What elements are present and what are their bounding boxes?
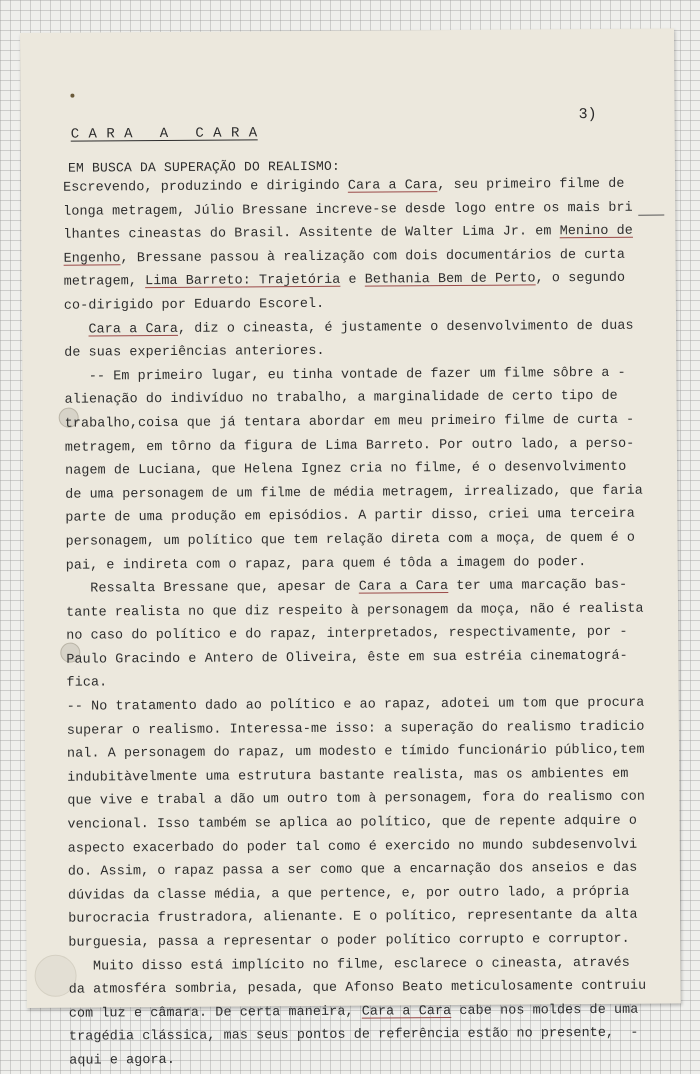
underlined-title-text: Cara a Cara bbox=[347, 178, 438, 194]
line-text: aqui e agora. bbox=[69, 1052, 175, 1069]
line-text: Paulo Gracindo e Antero de Oliveira, êste em sua estréia cinematográ- bbox=[66, 648, 628, 668]
line-text: no caso do político e do rapaz, interpretados, respectivamente, por - bbox=[66, 625, 628, 644]
text-line bbox=[64, 314, 654, 342]
line-text: nal. A personagem do rapaz, um modesto e tímido funcionário público,tem bbox=[66, 742, 645, 762]
line-text: , diz o cineasta, é justamente o desenvolvimento de duas bbox=[177, 318, 634, 337]
line-text: co-dirigido por Eduardo Escorel. bbox=[63, 296, 325, 314]
line-text: burocracia frustradora, alienante. E o político, representante da alta bbox=[68, 908, 638, 928]
line-text: aspecto exacerbado do poder tal como é exercido no mundo subdesenvolvi bbox=[67, 837, 638, 857]
line-text: fica. bbox=[66, 675, 108, 692]
line-text: de uma personagem de um filme de média metragem, irrealizado, que faria bbox=[65, 483, 643, 503]
text-line bbox=[66, 644, 656, 672]
ink-dot bbox=[70, 94, 74, 98]
underlined-title-text: Cara a Cara bbox=[88, 321, 179, 338]
underlined-title-text: Menino de bbox=[559, 223, 633, 240]
line-text: personagem, um político que tem relação direta com a moça, de quem é o bbox=[65, 530, 636, 550]
line-text: -- No tratamento dado ao político e ao rapaz, adotei um tom que procura bbox=[66, 695, 645, 715]
typewritten-page bbox=[20, 28, 681, 1069]
text-line bbox=[65, 409, 655, 437]
line-text: vencional. Isso também se aplica ao político, que de repente adquire o bbox=[67, 813, 638, 833]
line-text: da atmosféra sombria, pesada, que Afonso Beato meticulosamente contruiu bbox=[68, 978, 647, 998]
document-title: C A R A A C A R A bbox=[70, 125, 258, 143]
text-line bbox=[69, 1046, 659, 1074]
line-text: superar o realismo. Interessa-me isso: a superação do realismo tradicio bbox=[66, 719, 645, 739]
underlined-title-text: Engenho bbox=[63, 251, 121, 267]
line-text: lhantes cineastas do Brasil. Assitente de Walter Lima Jr. em bbox=[63, 224, 560, 243]
line-text: ter uma marcação bas- bbox=[448, 577, 628, 595]
section-heading: EM BUSCA DA SUPERAÇÃO DO REALISMO: bbox=[67, 158, 341, 176]
line-text: parte de uma produção em episódios. A partir disso, criei uma terceira bbox=[65, 507, 635, 527]
line-text: pai, e indireta com o rapaz, para quem é tôda a imagem do poder. bbox=[65, 554, 587, 574]
text-line bbox=[69, 1022, 659, 1050]
line-text: nagem de Luciana, que Helena Ignez cria no filme, é o desenvolvimento bbox=[65, 459, 627, 479]
line-text: alienação do indivíduo no trabalho, a marginalidade de certo tipo de bbox=[64, 389, 618, 409]
line-text: de suas experiências anteriores. bbox=[64, 344, 325, 361]
page-number: 3) bbox=[578, 105, 597, 124]
line-text: indubitàvelmente uma estrutura bastante realista, mas os ambientes em bbox=[67, 766, 629, 786]
line-text: -- Em primeiro lugar, eu tinha vontade de fazer um filme sôbre a - bbox=[64, 365, 626, 385]
line-text: metragem, em tôrno da figura de Lima Barreto. Por outro lado, a perso- bbox=[64, 436, 635, 456]
body-text bbox=[63, 173, 659, 1074]
line-text: com luz e câmara. De certa maneira, bbox=[68, 1004, 362, 1022]
underlined-title-text: Lima Barreto: Trajetória bbox=[145, 273, 341, 290]
line-text: metragem, bbox=[63, 274, 146, 291]
line-text: que vive e trabal a dão um outro tom à personagem, fora do realismo con bbox=[67, 790, 646, 810]
text-line bbox=[68, 928, 658, 956]
line-text bbox=[64, 322, 89, 337]
text-line bbox=[63, 173, 653, 201]
line-text: , seu primeiro filme de bbox=[437, 176, 625, 194]
line-text: Ressalta Bressane que, apesar de bbox=[65, 579, 359, 597]
line-text: tante realista no que diz respeito à personagem da moça, não é realista bbox=[65, 601, 644, 621]
line-text: Escrevendo, produzindo e dirigindo bbox=[63, 178, 348, 196]
text-line bbox=[64, 267, 654, 295]
underlined-title-text: Bethania Bem de Perto bbox=[364, 271, 536, 288]
text-line bbox=[67, 810, 657, 838]
line-text: , o segundo bbox=[535, 271, 626, 287]
line-text: cabe nos moldes de uma bbox=[451, 1002, 639, 1019]
line-text: dúvidas da classe média, a que pertence, e, por outro lado, a própria bbox=[67, 884, 630, 904]
line-text: Muito disso está implícito no filme, esclarece o cineasta, através bbox=[68, 955, 630, 975]
underlined-title-text: Cara a Cara bbox=[361, 1003, 452, 1020]
line-text: e bbox=[340, 272, 365, 289]
line-text: , Bressane passou à realização com dois documentários de curta bbox=[120, 247, 625, 267]
underlined-title-text: Cara a Cara bbox=[358, 579, 449, 595]
line-text: longa metragem, Júlio Bressane increve-se desde logo entre os mais bri bbox=[63, 200, 633, 220]
line-text: tragédia clássica, mas seus pontos de referência estão no presente, - bbox=[68, 1026, 639, 1046]
line-text: burguesia, passa a representar o poder político corrupto e corruptor. bbox=[68, 931, 630, 951]
line-text: do. Assim, o rapaz passa a ser como que a encarnação dos anseios e das bbox=[67, 860, 638, 880]
text-line bbox=[65, 526, 655, 554]
line-text: trabalho,coisa que já tentara abordar em meu primeiro filme de curta - bbox=[64, 412, 635, 432]
